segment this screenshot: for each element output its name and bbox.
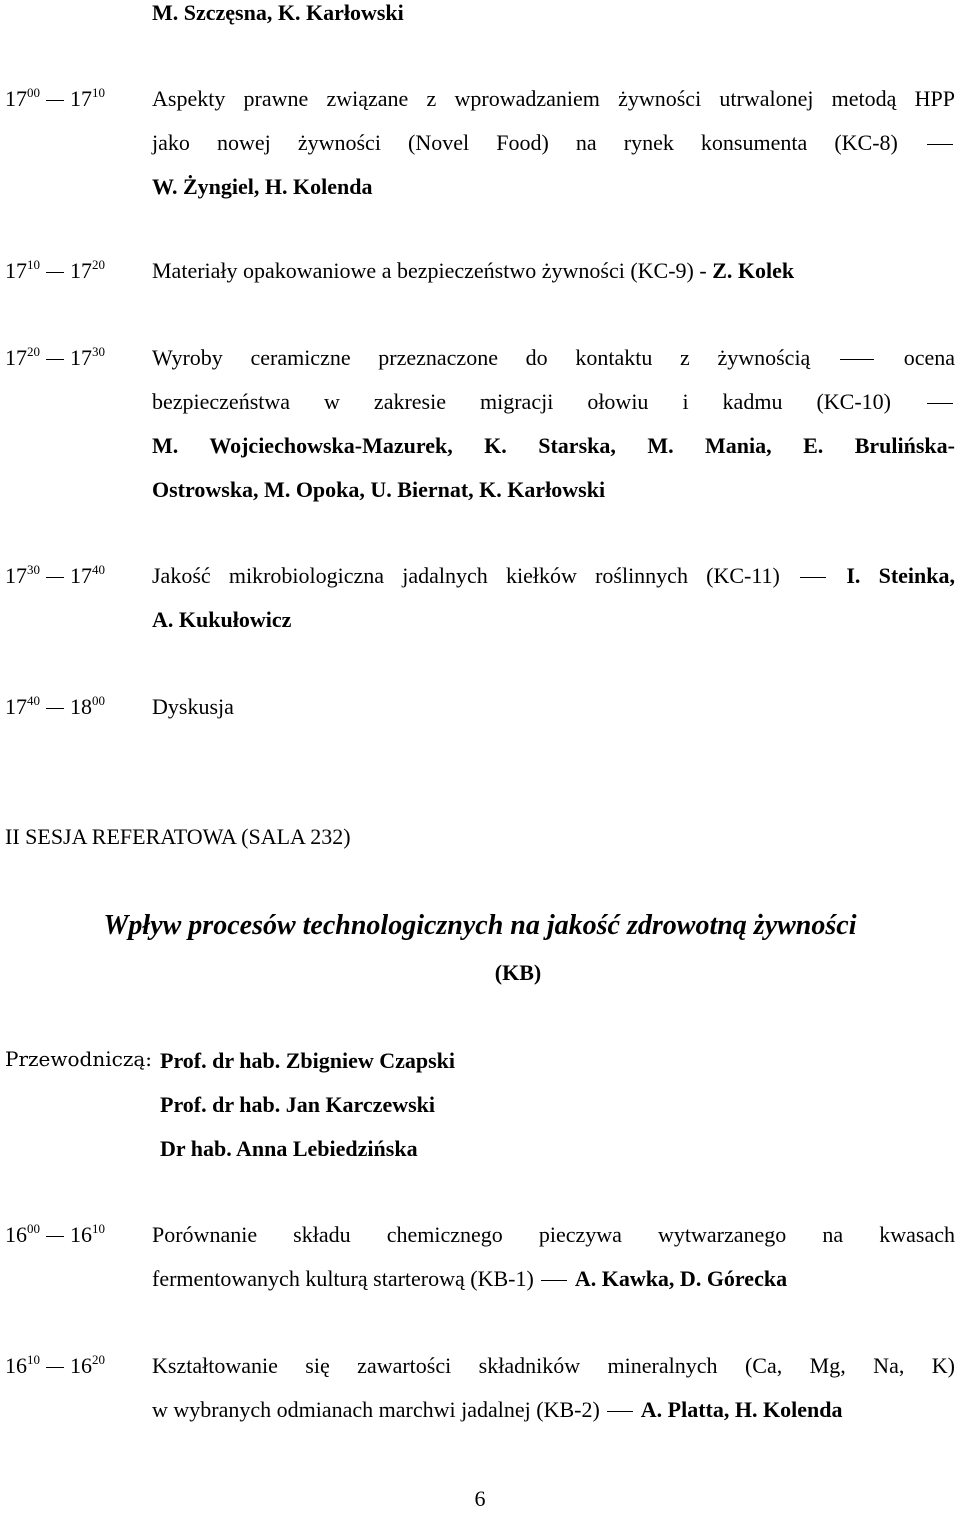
time-range: $17^{00}$ $17^{10}$	[5, 85, 105, 111]
entry-text	[152, 336, 955, 512]
entry-text	[152, 1344, 955, 1432]
entry-text	[152, 249, 955, 293]
entry-line: Materiały opakowaniowe a bezpieczeństwo żywności (KC-9) - Z. Kolek	[152, 258, 795, 283]
entry-line: Jakość mikrobiologiczna jadalnych kiełków roślinnych (KC-11) I. Steinka,	[152, 563, 955, 588]
entry-authors: A. Kawka, D. Górecka	[574, 1266, 788, 1291]
chair-name: Dr hab. Anna Lebiedzińska	[160, 1136, 418, 1161]
entry-line: Aspekty prawne związane z wprowadzaniem żywności utrwalonej metodą HPP	[152, 86, 955, 111]
entry-authors: Ostrowska, M. Opoka, U. Biernat, K. Karłowski	[152, 477, 606, 502]
entry-line: Dyskusja	[152, 694, 234, 719]
top-authors: M. Szczęsna, K. Karłowski	[152, 0, 404, 25]
entry-line: bezpieczeństwa w zakresie migracji ołowiu i kadmu (KC-10)	[152, 380, 955, 424]
entry-authors: I. Steinka,	[846, 563, 955, 588]
chair-name: Prof. dr hab. Zbigniew Czapski	[160, 1048, 456, 1073]
entry-line: jako nowej żywności (Novel Food) na rynek konsumenta (KC-8)	[152, 121, 955, 165]
time-range: $16^{10}$ $16^{20}$	[5, 1352, 105, 1378]
entry-line: Kształtowanie się zawartości składników mineralnych (Ca, Mg, Na, K)	[152, 1353, 955, 1378]
entry-text	[152, 1213, 955, 1301]
time-range: $16^{00}$ $16^{10}$	[5, 1221, 105, 1247]
entry-authors: Z. Kolek	[712, 258, 795, 283]
time-range: $17^{10}$ $17^{20}$	[5, 257, 105, 283]
chairs-label: Przewodniczą:	[5, 1047, 153, 1071]
time-range: $17^{30}$ $17^{40}$	[5, 562, 105, 588]
time-range: $17^{40}$ $18^{00}$	[5, 693, 105, 719]
entry-line: fermentowanych kulturą starterową (KB-1) A. Kawka, D. Górecka	[152, 1266, 788, 1291]
entry-authors: A. Kukułowicz	[152, 607, 292, 632]
session-title: II SESJA REFERATOWA (SALA 232)	[5, 824, 351, 849]
entry-text	[152, 685, 955, 729]
session-code: (KB)	[494, 960, 542, 985]
entry-authors: W. Żyngiel, H. Kolenda	[152, 174, 373, 199]
chair-name: Prof. dr hab. Jan Karczewski	[160, 1092, 436, 1117]
time-range: $17^{20}$ $17^{30}$	[5, 344, 105, 370]
entry-line: Wyroby ceramiczne przeznaczone do kontaktu z żywnością ocena	[152, 345, 955, 370]
session-subtitle: Wpływ procesów technologicznych na jakość zdrowotną żywności	[103, 910, 857, 941]
entry-authors: M. Wojciechowska-Mazurek, K. Starska, M. Mania, E. Brulińska-	[152, 433, 955, 458]
entry-text	[152, 554, 955, 642]
entry-line: Porównanie składu chemicznego pieczywa wytwarzanego na kwasach	[152, 1222, 955, 1247]
entry-line: w wybranych odmianach marchwi jadalnej (KB-2) A. Platta, H. Kolenda	[152, 1397, 843, 1422]
entry-text	[152, 77, 955, 209]
page-number: 6	[474, 1486, 486, 1511]
entry-authors: A. Platta, H. Kolenda	[640, 1397, 843, 1422]
